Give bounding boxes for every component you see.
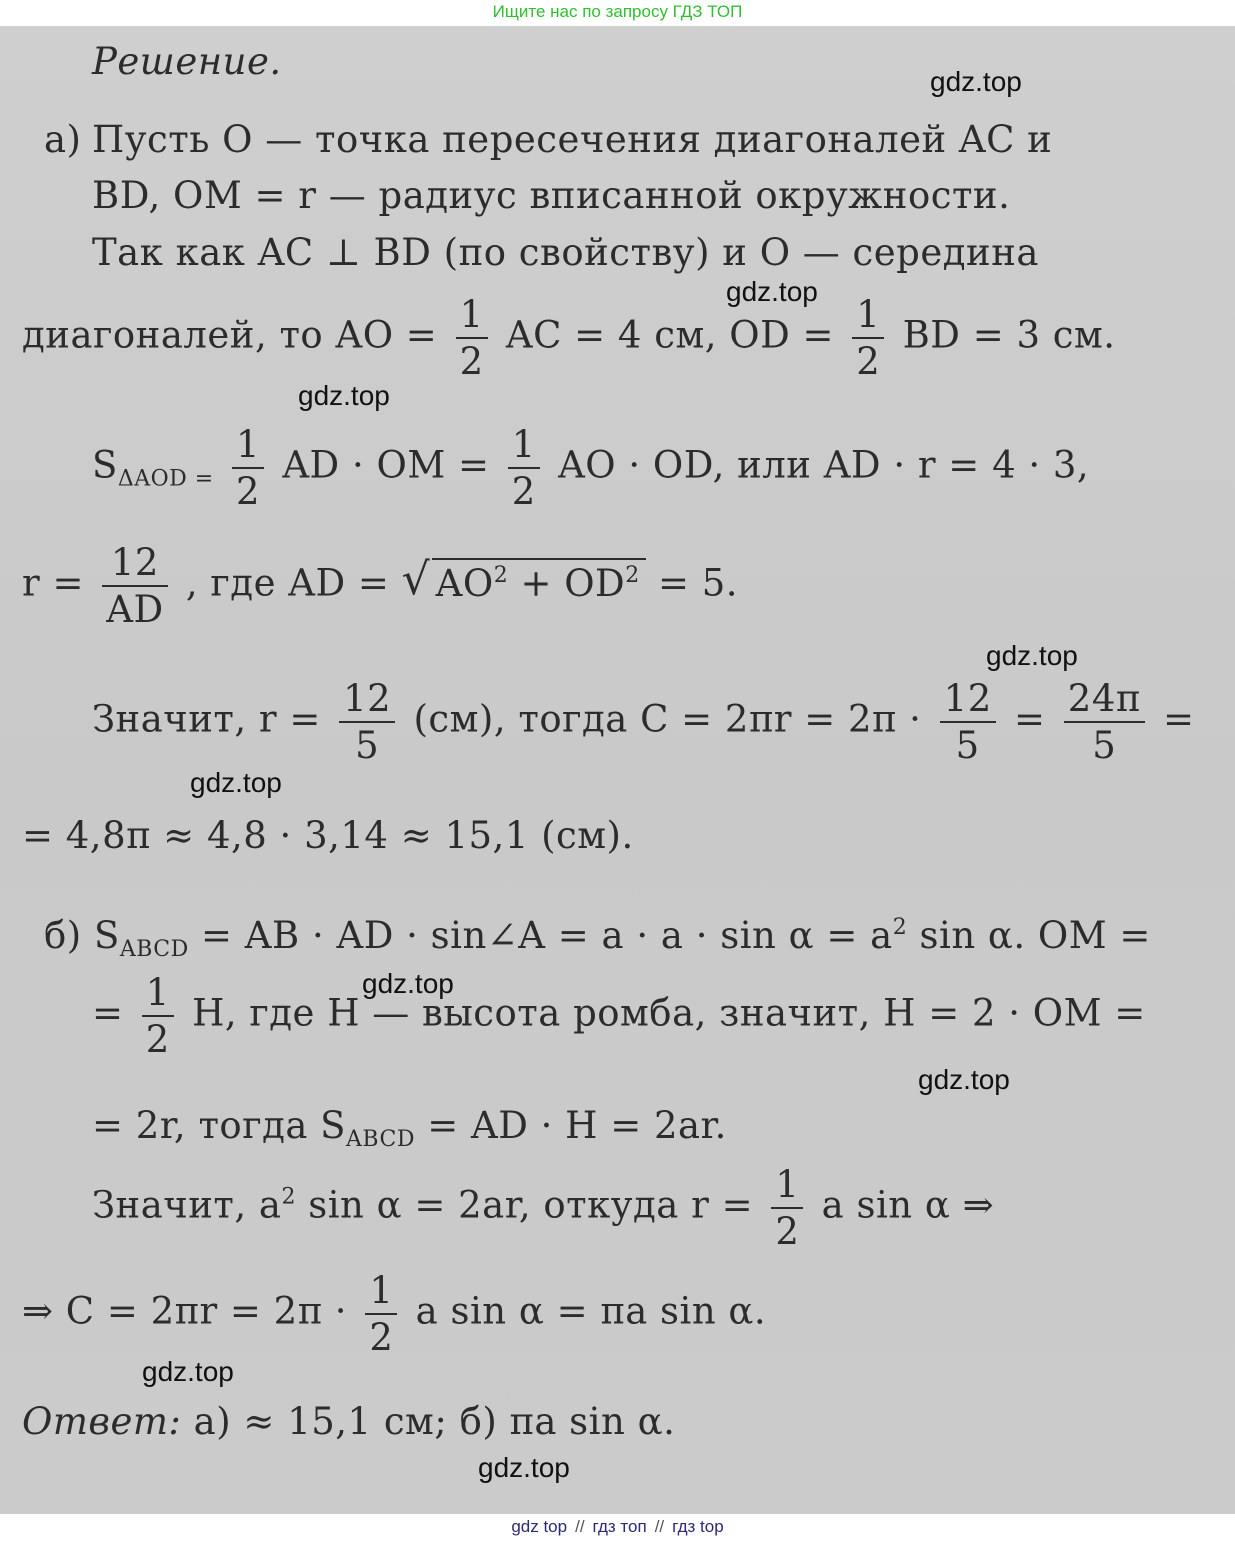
watermark: gdz.top — [362, 968, 454, 999]
scanned-page — [0, 26, 1235, 1514]
fraction — [232, 423, 264, 513]
fraction-numerator: 12 — [943, 677, 992, 720]
text-segment: = AB · AD · sin∠A = a · a · sin α = a — [201, 914, 893, 957]
fraction-denominator: 2 — [142, 1015, 174, 1058]
radical-sign-icon: √ — [401, 553, 431, 605]
text-segment: Значит, a — [92, 1183, 282, 1227]
fraction-denominator: 2 — [456, 337, 488, 380]
text-segment: BD = 3 см. — [902, 313, 1116, 357]
top-banner[interactable]: Ищите нас по запросу ГДЗ ТОП — [492, 2, 743, 21]
part-a-line-5 — [92, 423, 1090, 513]
fraction-denominator: 2 — [771, 1207, 803, 1250]
watermark: gdz.top — [298, 380, 390, 411]
part-b-line-4 — [92, 1163, 995, 1253]
subscript: ΔAOD = — [117, 466, 214, 492]
footer-separator: // — [575, 1517, 585, 1536]
watermark: gdz.top — [930, 66, 1022, 97]
part-b-line-1 — [44, 914, 1151, 962]
text-segment: = AD · H = 2ar. — [427, 1104, 727, 1147]
text-segment: H, где H — высота ромба, значит, H = 2 · OM = — [192, 991, 1146, 1035]
text-segment: = — [1162, 697, 1195, 741]
fraction-denominator: 2 — [232, 467, 264, 510]
footer — [0, 1514, 1235, 1541]
fraction-numerator: 24π — [1067, 677, 1141, 720]
fraction — [365, 1269, 397, 1359]
solution-title: Решение. — [92, 40, 282, 83]
fraction-numerator: 1 — [511, 423, 536, 466]
fraction — [852, 293, 884, 383]
footer-link-gdz-top[interactable]: gdz top — [511, 1517, 568, 1536]
superscript: 2 — [892, 915, 908, 940]
part-a-line-1: Пусть O — точка пересечения диагоналей AC и — [92, 118, 1053, 161]
fraction-denominator: AD — [102, 585, 167, 628]
footer-link-gdz-top-ru[interactable]: гдз топ — [592, 1517, 647, 1536]
watermark: gdz.top — [190, 767, 282, 798]
part-a-line-4 — [22, 293, 1116, 383]
fraction-numerator: 1 — [236, 423, 261, 466]
fraction — [142, 971, 174, 1061]
answer-line — [22, 1400, 675, 1443]
fraction — [508, 423, 540, 513]
square-root — [401, 553, 646, 605]
part-b-line-3 — [92, 1104, 727, 1152]
text-segment: = 2r, тогда S — [92, 1104, 347, 1147]
subscript: ABCD — [346, 1127, 415, 1152]
part-b-line-5 — [22, 1269, 767, 1359]
fraction-denominator: 5 — [1064, 721, 1145, 764]
watermark: gdz.top — [986, 640, 1078, 671]
text-segment: AC = 4 см, OD = — [505, 313, 835, 357]
text-segment: ⇒ C = 2πr = 2π · — [22, 1289, 348, 1333]
footer-separator: // — [654, 1517, 665, 1536]
text-segment: + OD — [508, 561, 626, 605]
fraction-denominator: 5 — [940, 721, 996, 764]
text-segment: = — [1014, 697, 1046, 741]
fraction-numerator: 1 — [775, 1163, 800, 1206]
fraction — [456, 293, 488, 383]
watermark: gdz.top — [478, 1452, 570, 1483]
fraction-denominator: 2 — [365, 1313, 397, 1356]
fraction-numerator: 12 — [110, 541, 159, 584]
fraction-numerator: 1 — [459, 293, 484, 336]
fraction-denominator: 2 — [852, 337, 884, 380]
text-segment: a sin α = πa sin α. — [415, 1289, 767, 1333]
text-segment: Значит, r = — [92, 697, 321, 741]
superscript: 2 — [625, 562, 640, 588]
radicand — [432, 558, 646, 605]
watermark: gdz.top — [142, 1356, 234, 1387]
text-segment: (см), тогда C = 2πr = 2π · — [413, 697, 922, 741]
answer-text: а) ≈ 15,1 см; б) πa sin α. — [193, 1400, 676, 1443]
text-segment: диагоналей, то AO = — [22, 313, 438, 357]
text-segment: S — [92, 443, 118, 487]
fraction-numerator: 1 — [369, 1269, 394, 1312]
answer-label: Ответ: — [22, 1400, 182, 1443]
text-segment: = — [92, 991, 124, 1035]
text-segment: б) S — [44, 914, 120, 957]
text-segment: a sin α ⇒ — [821, 1183, 995, 1227]
watermark: gdz.top — [918, 1064, 1010, 1095]
part-a-line-2: BD, OM = r — радиус вписанной окружности. — [92, 174, 1011, 217]
text-segment: AD · OM = — [282, 443, 490, 487]
text-segment: = 5. — [658, 561, 739, 605]
part-a-line-3: Так как AC ⊥ BD (по свойству) и O — середина — [92, 231, 1039, 274]
subscript: ABCD — [119, 937, 189, 962]
footer-link-gdz-top-mixed[interactable]: гдз top — [672, 1517, 724, 1536]
superscript: 2 — [281, 1184, 296, 1210]
text-segment: AO · OD, или AD · r = 4 · 3, — [558, 443, 1090, 487]
part-b-line-2 — [92, 971, 1146, 1061]
text-segment: r = — [22, 561, 84, 605]
watermark: gdz.top — [726, 276, 818, 307]
fraction-denominator: 5 — [339, 721, 395, 764]
text-segment: AO — [435, 561, 494, 605]
fraction-denominator: 2 — [508, 467, 540, 510]
text-segment: sin α. OM = — [919, 914, 1151, 957]
fraction-numerator: 1 — [856, 293, 881, 336]
text-segment: , где AD = — [185, 561, 390, 605]
fraction — [1064, 677, 1145, 767]
fraction-numerator: 12 — [343, 677, 392, 720]
part-a-label: а) — [44, 118, 82, 161]
text-segment: sin α = 2ar, откуда r = — [308, 1183, 754, 1227]
fraction — [339, 677, 395, 767]
fraction-numerator: 1 — [145, 971, 170, 1014]
superscript: 2 — [493, 562, 509, 588]
part-a-line-7 — [92, 677, 1195, 767]
part-a-line-8: = 4,8π ≈ 4,8 · 3,14 ≈ 15,1 (см). — [22, 814, 634, 857]
fraction — [771, 1163, 803, 1253]
fraction — [940, 677, 996, 767]
fraction — [102, 541, 167, 631]
part-a-line-6 — [22, 541, 739, 631]
